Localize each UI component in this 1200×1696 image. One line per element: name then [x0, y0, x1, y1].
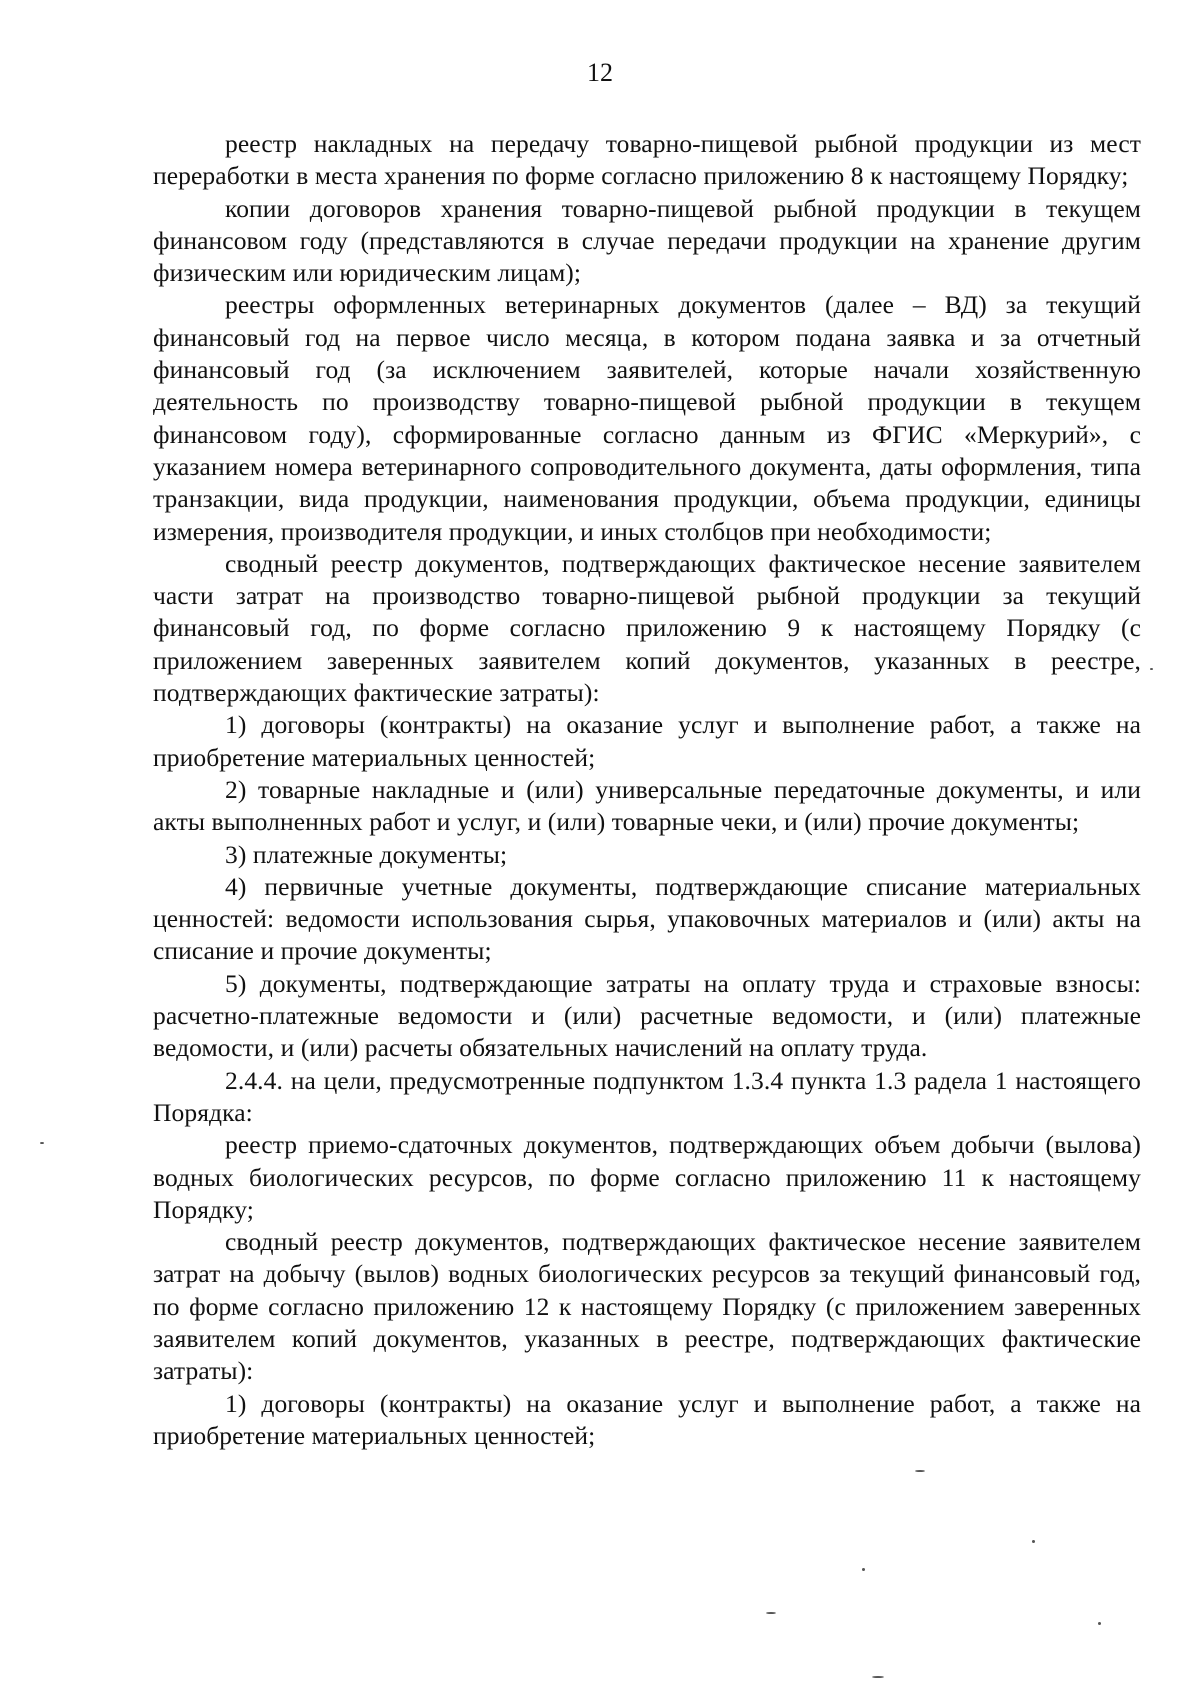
scan-speck — [915, 1470, 925, 1472]
paragraph-storage-contracts: копии договоров хранения товарно-пищевой рыбной продукции в текущем финансовом году (представляются в случае передачи продукции на хранение другим физическим или юридическим лицам); — [153, 193, 1141, 288]
list-item-labor-costs: 5) документы, подтверждающие затраты на оплату труда и страховые взносы: расчетно-платежные ведомости и (или) расчетные ведомости, и (или) платежные ведомости, и (или) расчеты обязательных начислений на оплату труда. — [153, 968, 1141, 1063]
document-body — [153, 128, 1141, 1452]
scan-speck — [1098, 1622, 1101, 1625]
paragraph-summary-registry-production: сводный реестр документов, подтверждающих фактическое несение заявителем части затрат на производство товарно-пищевой рыбной продукции за текущий финансовый год, по форме согласно приложению 9 к настоящему Порядку (с приложением заверенных заявителем копий документов, указанных в реестре, подтверждающих фактические затраты): — [153, 548, 1141, 708]
paragraph-waybill-registry: реестр накладных на передачу товарно-пищевой рыбной продукции из мест переработки в места хранения по форме согласно приложению 8 к настоящему Порядку; — [153, 129, 1141, 191]
list-item-waybills: 2) товарные накладные и (или) универсальные передаточные документы, и или акты выполненных работ и услуг, и (или) товарные чеки, и (или) прочие документы; — [153, 774, 1141, 837]
page-number: 12 — [587, 58, 613, 87]
paragraph-acceptance-registry: реестр приемо-сдаточных документов, подтверждающих объем добычи (вылова) водных биологических ресурсов, по форме согласно приложению 11 к настоящему Порядку; — [153, 1130, 1141, 1224]
scan-speck — [862, 1568, 865, 1571]
scan-speck — [40, 1142, 44, 1144]
list-item-payment-documents: 3) платежные документы; — [225, 839, 508, 869]
list-item-contracts: 1) договоры (контракты) на оказание услуг и выполнение работ, а также на приобретение материальных ценностей; — [153, 710, 1141, 772]
scan-speck — [766, 1612, 776, 1614]
list-item-contracts-catch: 1) договоры (контракты) на оказание услуг и выполнение работ, а также на приобретение материальных ценностей; — [153, 1388, 1141, 1450]
scan-speck — [872, 1676, 884, 1678]
scan-speck — [1150, 668, 1153, 670]
list-item-primary-documents: 4) первичные учетные документы, подтверждающие списание материальных ценностей: ведомости использования сырья, упаковочных материалов и (или) акты на списание и прочие документы; — [153, 871, 1141, 966]
section-2-4-4: 2.4.4. на цели, предусмотренные подпунктом 1.3.4 пункта 1.3 радела 1 настоящего Порядка: — [153, 1065, 1141, 1127]
paragraph-veterinary-registries: реестры оформленных ветеринарных документов (далее – ВД) за текущий финансовый год на первое число месяца, в котором подана заявка и за отчетный финансовый год (за исключением заявителей, которые начали хозяйственную деятельность по производству товарно-пищевой рыбной продукции в текущем финансовом году), сформированные согласно данным из ФГИС «Меркурий», с указанием номера ветеринарного сопроводительного документа, даты оформления, типа транзакции, вида продукции, наименования продукции, объема продукции, единицы измерения, производителя продукции, и иных столбцов при необходимости; — [153, 290, 1141, 546]
paragraph-summary-registry-catch: сводный реестр документов, подтверждающих фактическое несение заявителем затрат на добычу (вылов) водных биологических ресурсов за текущий финансовый год, по форме согласно приложению 12 к настоящему Порядку (с приложением заверенных заявителем копий документов, указанных в реестре, подтверждающих фактические затраты): — [153, 1227, 1141, 1386]
scan-speck — [1032, 1540, 1035, 1543]
